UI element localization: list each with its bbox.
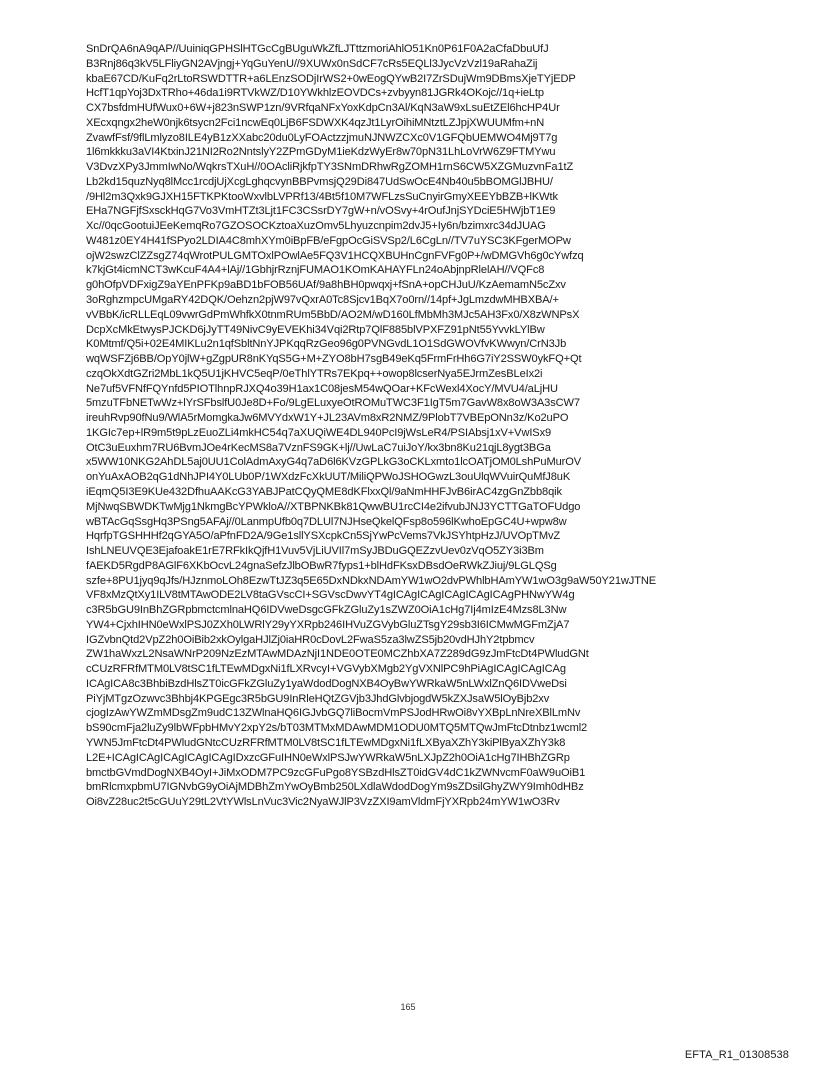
text-line: CX7bsfdmHUfWux0+6W+j823nSWP1zn/9VRfqaNFxYoxKdpCn3Al/KqN3aW9xLsuEtZEl6hcHP4Ur [86,102,560,115]
text-line: XEcxqngx2heW0njk6tsycn2Fci1ncwEq0LjB6FSDWXK4qzJt1LyrOihiMNtztLZJpjXWUUMfm+nN [86,116,545,129]
text-line: Lb2kd15quzNyq8lMcc1rcdjUjXcgLghqcvynBBPvmsjQ29Di847UdSwOcE4Nb40u5bBOMGlJBHU/ [86,175,553,188]
text-line: Ne7uf5VFNfFQYnfd5PIOTlhnpRJXQ4o39H1ax1C08jesM54wQOar+KFcWexl4XocY/MVU4/aLjHU [86,382,558,395]
encoded-text-block [86,42,786,810]
text-line: wBTAcGqSsgHq3PSng5AFAj//0LanmpUfb0q7DLUl7NJHseQkelQFsp8o596lKwhoEpGC4U+wpw8w [86,515,567,528]
text-line: DcpXcMkEtwysPJCKD6jJyTT49NivC9yEVEKhi34Vqi2Rtp7QlF885blVPXFZ91pNt55YvvkLYlBw [86,323,545,336]
text-line: c3R5bGU9InBhZGRpbmctcmlnaHQ6IDVweDsgcGFkZGluZy1sZWZ0OiA1cHg7Ij4mIzE4Mzs8L3Nw [86,604,567,617]
text-line: L2E+ICAgICAgICAgICAgICAgIDxzcGFuIHN0eWxlPSJwYWRkaW5nLXJpZ2h0OiA1cHg7IHBhZGRp [86,751,570,764]
text-line: HcfT1qpYoj3DxTRho+46da1i9RTVkWZ/D10YWkhlzEOVDCs+zvbyyn81JGRk4OKojc//1q+ieLtp [86,87,544,100]
text-line: W481z0EY4H41fSPyo2LDIA4C8mhXYm0iBpFB/eFgpOcGiSVSp2/L6CgLn//TV7uYSC3KFgerMOPw [86,234,571,247]
text-line: Oi8vZ28uc2t5cGUuY29tL2VtYWlsLnVuc3Vic2NyaWJlP3VzZXI9amVldmFjYXRpb24mYW1wO3Rv [86,796,560,809]
text-line: czqOkXdtGZri2MbL1kQ5U1jKHVC5eqP/0eThlYTRs7EKpq++owop8lcserNya5EJrmZesBLeIx2i [86,367,543,380]
page-number: 165 [400,1002,416,1012]
text-line: YWN5JmFtcDt4PWludGNtcCUzRFRfMTM0LV8tSC1fLTEwMDgxNi1fLXByaXZhY3kiPlByaXZhY3k8 [86,736,566,749]
text-line: ireuhRvp90fNu9/WlA5rMomgkaJw6MVYdxW1Y+JL23AVm8xR2NMZ/9PlobT7VBEpONn3z/Ko2uPO [86,412,569,425]
text-line: ZW1haWxzL2NsaWNrP209NzEzMTAwMDAzNjI1NDE0OTE0MCZhbXA7Z289dG9zJmFtcDt4PWludGNt [86,648,589,661]
text-line: IshLNEUVQE3EjafoakE1rE7RFkIkQjfH1Vuv5VjLiUVIl7mSyJBDuGQEZzvUev0zVqO5ZY3i3Bm [86,545,544,558]
text-line: Xc//0qcGootuiJEeKemqRo7GZOSOCKztoaXuzOmv5Lhyuzcnpim2dvJ5+Iy6n/bzimxrc34dJUAG [86,220,546,233]
text-line: OtC3uEuxhm7RU6BvmJOe4rKecMS8a7VznFS9GK+lj//UwLaC7uiJoY/kx3bn8Ku21qjL8ygt3BGa [86,441,551,454]
text-line: V3DvzXPy3JmmIwNo/WqkrsTXuH//0OAcliRjkfpTY3SNmDRhwRgZOMH1rnS6CW5XZGMuzvnFa1tZ [86,161,574,174]
text-line: bmRlcmxpbmU7IGNvbG9yOiAjMDBhZmYwOyBmb250LXdlaWdodDogYm9sZDsilGhyZWY9Imh0dHBz [86,781,584,794]
text-line: 1l6mkkku3aVI4KtxinJ21NI2Ro2NntslyY2ZPmGDyM1ieKdzWyEr8w70pN31LhLoVrW6Z9FTMYwu [86,146,556,159]
text-line: cCUzRFRfMTM0LV8tSC1fLTEwMDgxNi1fLXRvcyI+VGVybXMgb2YgVXNlPC9hPiAgICAgICAgICAg [86,663,566,676]
text-line: MjNwqSBWDKTwMjg1NkmgBcYPWkloA//XTBPNKBk81QwwBU1rcCI4e2ifvubJNJ3YCTTGaTOFUdgo [86,500,581,513]
text-line: fAEKD5RgdP8AGlF6XKbOcvL24gnaSefzJlbOBwR7fyps1+blHdFKsxDBsdOeRWkZJiuj/9LGLQSg [86,559,557,572]
text-line: bmctbGVmdDogNXB4OyI+JiMxODM7PC9zcGFuPgo8YSBzdHlsZT0idGV4dC1kZWNvcmF0aW9uOiB1 [86,766,586,779]
text-line: ZvawfFsf/9flLmlyzo8ILE4yB1zXXabc20du0LyFOActzzjmuNJNWZCXc0V1GFQbUEMWO4Mj9T7g [86,131,558,144]
text-line: YW4+CjxhIHN0eWxlPSJ0ZXh0LWRlY29yYXRpb246IHVuZGVybGluZTsgY29sb3I6ICMwMGFmZjA7 [86,618,570,631]
text-line: kbaE67CD/KuFq2rLtoRSWDTTR+a6LEnzSODjIrWS2+0wEogQYwB2I7ZrSDujWm9DBmsXjeTYjEDP [86,72,576,85]
text-line: onYuAxAOB2qG1dNhJPI4Y0LUb0P/1WXdzFcXkUUT/MiliQPWoJSHOGwzL3ouUlqWVuirQuMfJ8uK [86,471,571,484]
text-line: 1KGIc7ep+lR9m5t9pLzEuoZLi4mkHC54q7aXUQiWE4DL940PcI9jWsLeR4/PSIAbsj1xV+VwISx9 [86,426,552,439]
text-line: x5WW10NKG2AhDL5aj0UU1ColAdmAxyG4q7aD6l6KVzGPLkG3oCKLxmto1lcOATjOM0LshPuMurOV [86,456,582,469]
text-line: SnDrQA6nA9qAP//UuiniqGPHSlHTGcCgBUguWkZfLJTttzmoriAhlO51Kn0P61F0A2aCfaDbuUfJ [86,43,549,55]
text-line: EHa7NGFjfSxsckHqG7Vo3VmHTZt3Ljt1FC3CSsrDY7gW+n/vOSvy+4rOufJnjSYDciE5HWjbT1E9 [86,205,556,218]
text-line: B3Rnj86q3kV5LFliyGN2AVjngj+YqGuYenU//9XUWx0nSdCF7cRs5EQLl3JycVzVzl19aRahaZij [86,57,538,70]
text-line: bS90cmFja2luZy9lbWFpbHMvY2xpY2s/bT03MTMxMDAwMDM1ODU0MTQ5MTQwJmFtcDtnbz1wcml2 [86,722,588,735]
text-line: szfe+8PU1jyq9qJfs/HJznmoLOh8EzwTtJZ3q5E65DxNDkxNDAmYW1wO2dvPWhlbHAmYW1wO3g9aW50Y21wJTNE [86,574,657,587]
document-id: EFTA_R1_01308538 [684,1049,789,1061]
text-line: PiYjMTgzOzwvc3Bhbj4KPGEgc3R5bGU9InRleHQtZGVjb3JhdGlvbjogdW5kZXJsaW5lOyBjb2xv [86,692,550,705]
text-line: 5mzuTFbNETwWz+lYrSFbslfU0Je8D+Fo/9LgELuxyeOtROMuTWC3F1IgT5m7GavW8x8oW3A3sCW7 [86,397,580,410]
text-line: K0Mtmf/Q5i+02E4MIKLu2n1qfSbltNnYJPKqqRzGeo96g0PVNGvdL1O1SdGWOVfvKWwyn/CrN3Jb [86,338,567,351]
text-line: k7kjGt4icmNCT3wKcuF4A4+lAj//1GbhjrRznjFUMAO1KOmKAHAYFLn24oAbjnpRlelAH//VQFc8 [86,264,545,277]
text-line: IGZvbnQtd2VpZ2h0OiBib2xkOylgaHJlZj0iaHR0cDovL2FwaS5za3lwZS5jb20vdHJhY2tpbmcv [86,633,535,646]
text-line: /9Hl2m3Qxk9GJXH15FTKPKtooWxvlbLVPRf13/4Bt5f10M7WFLzsSuCnyirGmyXEEYbBZB+lKWtk [86,190,558,203]
text-line: VF8xMzQtXy1ILV8tMTAwODE2LV8taGVscCI+SGVscDwvYT4gICAgICAgICAgICAgICAgPHNwYW4g [86,589,575,602]
text-line: ojW2swzClZZsgZ74qWrotPULGMTOxlPOwlAe5FQ3V1HCQXBUHnCgnFVFg0P+/wDMGVh6g0cYwfzq [86,249,584,262]
text-line: 3oRghzmpcUMgaRY42DQK/Oehzn2pjW97vQxrA0Tc8Sjcv1BqX7o0rn//14pf+JgLmzdwMHBXBA/+ [86,294,559,307]
text-line: iEqmQ5I3E9KUe432DfhuAAKcG3YABJPatCQyQME8dKFlxxQl/9aNmHHFJvB6irAC4zgGnZbb8qik [86,485,562,498]
text-line: g0hOfpVDFxigZ9aYEnPFKp9aBD1bFOB56UAf/9a8hBH0pwqxj+fSnA+opCHJuU/KzAemamN5cZxv [86,279,566,292]
text-line: HqrfpTGSHHHf2qGYA5O/aPfnFD2A/9Ge1sllYSXcpkCn5SjYwPcVems7VkJSYhtpHzJ/UVOpTMvZ [86,530,561,543]
text-line: vVBbK/icRLLEqL09vwrGdPmWhfkX0tnmRUm5BbD/AO2M/wD160LfMbMh3MJc5AH3Fx0/X8zWNPsX [86,308,580,321]
text-line: ICAgICA8c3BhbiBzdHlsZT0icGFkZGluZy1yaWdodDogNXB4OyBwYWRkaW5nLWxlZnQ6IDVweDsi [86,677,567,690]
text-line: wqWSFZj6BB/OpY0jlW+gZgpUR8nKYqS5G+M+ZYO8bH7sgB49eKq5FrmFrHh6G7iY2SSW0ykFQ+Qt [86,353,582,366]
text-line: cjogIzAwYWZmMDsgZm9udC13ZWlnaHQ6IGJvbGQ7liBocmVmPSJodHRwOi8vYXBpLnNreXBlLmNv [86,707,581,720]
